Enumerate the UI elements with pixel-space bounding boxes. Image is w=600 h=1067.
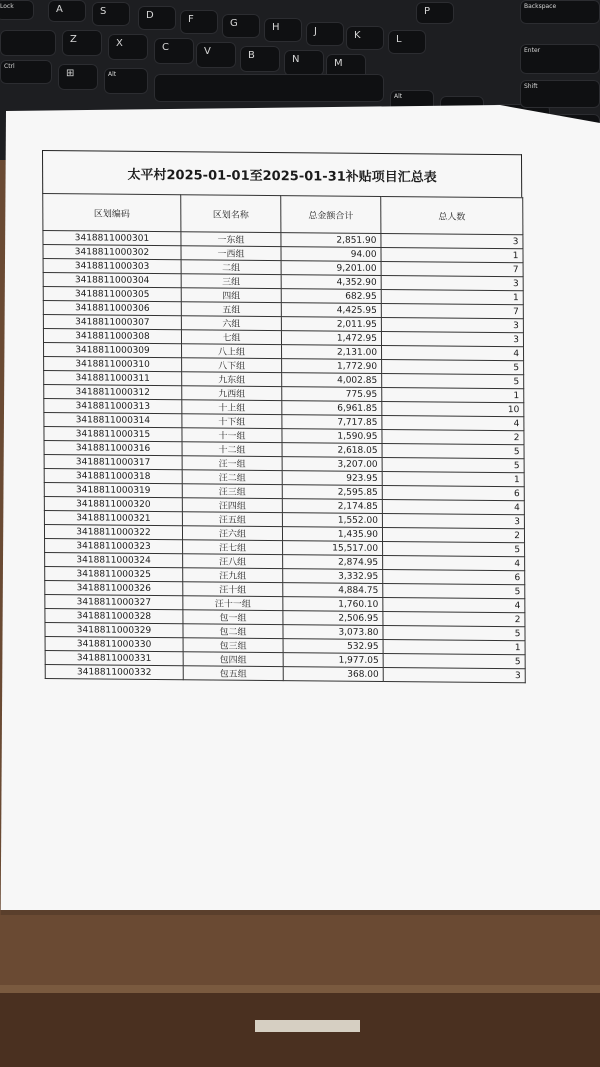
cell-name: 汪六组 [182,526,282,541]
cell-name: 包五组 [183,666,283,681]
key-s: S [92,2,130,26]
cell-code: 3418811000315 [44,427,182,442]
cell-count: 5 [382,443,524,458]
cell-amount: 4,884.75 [283,583,383,598]
cell-count: 2 [383,611,525,626]
key-backspace: Backspace [520,0,600,24]
cell-code: 3418811000308 [43,329,181,344]
cell-name: 十一组 [182,428,282,443]
cell-count: 3 [381,331,523,346]
cell-count: 2 [382,429,524,444]
cell-name: 四组 [181,288,281,303]
cell-count: 3 [383,667,525,682]
cell-name: 一西组 [181,246,281,261]
cell-count: 1 [381,289,523,304]
cell-name: 汪十组 [183,582,283,597]
cell-name: 汪二组 [182,470,282,485]
cell-amount: 4,002.85 [282,373,382,388]
cell-amount: 1,760.10 [283,597,383,612]
cell-code: 3418811000328 [45,609,183,624]
cell-count: 5 [383,583,525,598]
cell-count: 3 [381,275,523,290]
document-title: 太平村2025-01-01至2025-01-31补贴项目汇总表 [42,150,522,197]
cell-amount: 6,961.85 [282,401,382,416]
cell-name: 五组 [181,302,281,317]
key-z: Z [62,30,102,56]
cell-count: 4 [383,597,525,612]
cell-code: 3418811000305 [43,287,181,302]
key-alt-left: Alt [104,68,148,94]
cell-count: 1 [382,387,524,402]
cell-amount: 1,977.05 [283,653,383,668]
key-shift-right: Shift [520,80,600,108]
header-code: 区划编码 [43,194,181,232]
cell-code: 3418811000324 [45,553,183,568]
key-enter: Enter [520,44,600,74]
key-k: K [346,26,384,50]
cell-amount: 1,552.00 [282,513,382,528]
cell-code: 3418811000330 [45,637,183,652]
cell-amount: 2,851.90 [281,233,381,248]
cell-amount: 2,874.95 [283,555,383,570]
cell-count: 7 [381,261,523,276]
cell-amount: 4,352.90 [281,275,381,290]
cell-count: 4 [382,345,524,360]
key-c: C [154,38,194,64]
cell-count: 4 [383,555,525,570]
cell-amount: 3,332.95 [283,569,383,584]
cell-count: 3 [381,233,523,248]
cell-count: 5 [383,541,525,556]
cell-name: 汪九组 [183,568,283,583]
cell-amount: 2,131.00 [282,345,382,360]
key-f: F [180,10,218,34]
cell-code: 3418811000331 [45,651,183,666]
cell-code: 3418811000314 [44,413,182,428]
key-p: P [416,2,454,24]
key-x: X [108,34,148,60]
cell-count: 7 [381,303,523,318]
cell-amount: 4,425.95 [281,303,381,318]
cell-amount: 3,207.00 [282,457,382,472]
sticker [255,1020,360,1032]
cell-amount: 775.95 [282,387,382,402]
cell-name: 八上组 [182,344,282,359]
cell-code: 3418811000307 [43,315,181,330]
key-l: L [388,30,426,54]
key-m: M [326,54,366,80]
cell-amount: 2,618.05 [282,443,382,458]
cell-count: 4 [382,499,524,514]
cell-name: 包四组 [183,652,283,667]
key-alt-right: Alt [390,90,434,114]
cell-name: 包二组 [183,624,283,639]
summary-table [42,193,526,683]
cell-name: 包三组 [183,638,283,653]
cell-amount: 94.00 [281,247,381,262]
cell-count: 6 [382,485,524,500]
cell-name: 汪三组 [182,484,282,499]
cell-count: 5 [382,359,524,374]
summary-table-document [42,150,525,804]
key-a: A [48,0,86,22]
cell-amount: 1,772.90 [282,359,382,374]
cell-name: 六组 [181,316,281,331]
cell-code: 3418811000325 [45,567,183,582]
cell-count: 4 [382,415,524,430]
cell-code: 3418811000310 [44,357,182,372]
cell-amount: 532.95 [283,639,383,654]
cell-count: 3 [381,317,523,332]
cell-name: 九西组 [182,386,282,401]
cell-count: 1 [383,639,525,654]
cell-amount: 9,201.00 [281,261,381,276]
cell-code: 3418811000316 [44,441,182,456]
cell-name: 汪八组 [183,554,283,569]
cell-count: 6 [383,569,525,584]
table-row [45,665,525,683]
cell-code: 3418811000313 [44,399,182,414]
header-amount: 总金额合计 [281,196,381,234]
cell-name: 十下组 [182,414,282,429]
cell-name: 汪七组 [183,540,283,555]
cell-name: 汪四组 [182,498,282,513]
key-shift-left [0,30,56,56]
key-lock: Lock [0,0,34,20]
key-b: B [240,46,280,72]
cell-count: 5 [383,653,525,668]
cell-code: 3418811000322 [44,525,182,540]
windows-key: ⊞ [58,64,98,90]
cell-code: 3418811000332 [45,665,183,680]
cell-count: 10 [382,401,524,416]
cell-code: 3418811000317 [44,455,182,470]
cell-count: 5 [383,625,525,640]
cell-count: 1 [381,247,523,262]
cell-amount: 2,506.95 [283,611,383,626]
cell-count: 2 [382,527,524,542]
cell-amount: 682.95 [281,289,381,304]
cell-amount: 1,435.90 [282,527,382,542]
cell-name: 汪十一组 [183,596,283,611]
cell-name: 九东组 [182,372,282,387]
spacebar [154,74,384,102]
cell-amount: 3,073.80 [283,625,383,640]
cell-code: 3418811000309 [44,343,182,358]
key-n: N [284,50,324,76]
cell-code: 3418811000320 [44,497,182,512]
cell-code: 3418811000319 [44,483,182,498]
cell-code: 3418811000304 [43,273,181,288]
cell-code: 3418811000327 [45,595,183,610]
cell-name: 八下组 [182,358,282,373]
cell-count: 5 [382,457,524,472]
cell-amount: 1,590.95 [282,429,382,444]
cell-code: 3418811000323 [45,539,183,554]
cell-amount: 2,174.85 [282,499,382,514]
key-ctrl-left: Ctrl [0,60,52,84]
cell-code: 3418811000311 [44,371,182,386]
cell-name: 一东组 [181,232,281,247]
cell-amount: 1,472.95 [281,331,381,346]
cell-amount: 7,717.85 [282,415,382,430]
cell-count: 3 [382,513,524,528]
cell-code: 3418811000302 [43,245,181,260]
cell-code: 3418811000318 [44,469,182,484]
cell-name: 汪一组 [182,456,282,471]
desk-edge-highlight [0,985,600,993]
cell-code: 3418811000321 [44,511,182,526]
key-h: H [264,18,302,42]
cell-amount: 2,595.85 [282,485,382,500]
key-g: G [222,14,260,38]
cell-amount: 923.95 [282,471,382,486]
cell-count: 5 [382,373,524,388]
header-name: 区划名称 [181,195,281,233]
key-j: J [306,22,344,46]
cell-amount: 2,011.95 [281,317,381,332]
cell-name: 包一组 [183,610,283,625]
cell-count: 1 [382,471,524,486]
cell-amount: 15,517.00 [283,541,383,556]
cell-code: 3418811000303 [43,259,181,274]
cell-name: 二组 [181,260,281,275]
key-d: D [138,6,176,30]
table-header-row [43,194,523,235]
key-v: V [196,42,236,68]
header-count: 总人数 [381,196,523,234]
cell-code: 3418811000312 [44,385,182,400]
cell-name: 七组 [181,330,281,345]
cell-code: 3418811000301 [43,231,181,246]
cell-name: 汪五组 [182,512,282,527]
cell-code: 3418811000326 [45,581,183,596]
cell-name: 三组 [181,274,281,289]
cell-name: 十二组 [182,442,282,457]
cell-code: 3418811000306 [43,301,181,316]
cell-name: 十上组 [182,400,282,415]
table-body [43,231,525,683]
cell-amount: 368.00 [283,667,383,682]
cell-code: 3418811000329 [45,623,183,638]
